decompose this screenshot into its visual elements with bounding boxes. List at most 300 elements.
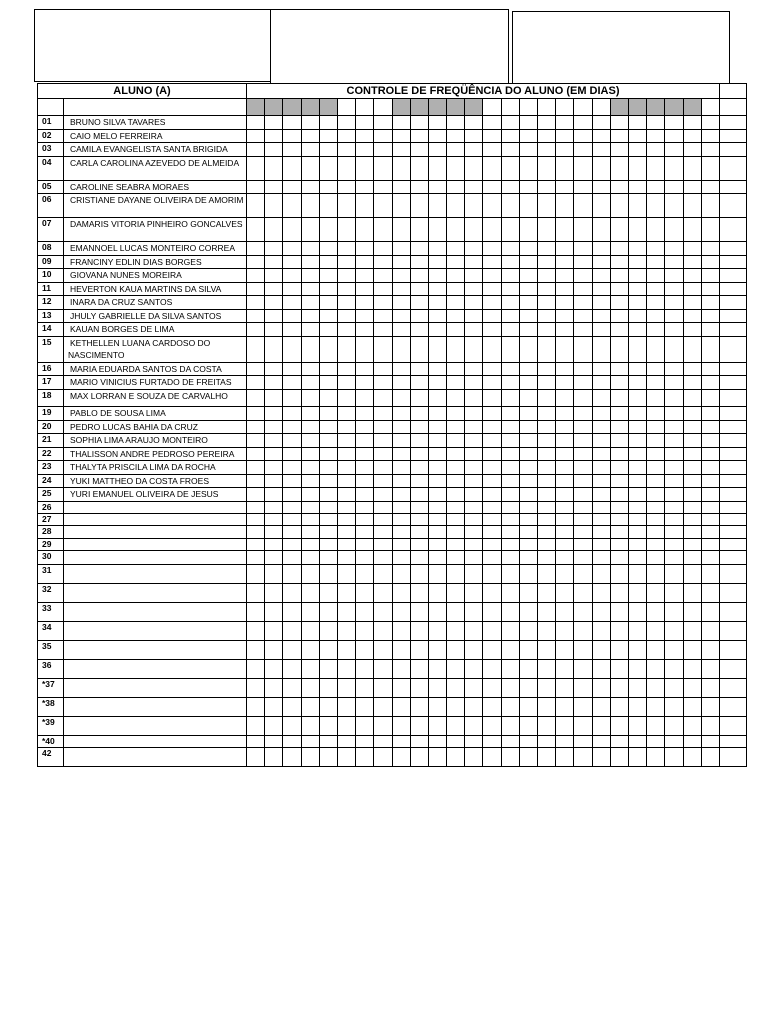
attendance-cell[interactable] [647, 269, 665, 283]
attendance-cell[interactable] [519, 748, 537, 767]
attendance-cell[interactable] [356, 129, 374, 143]
attendance-cell[interactable] [519, 538, 537, 550]
attendance-cell[interactable] [665, 362, 683, 376]
attendance-cell[interactable] [574, 407, 592, 421]
attendance-cell[interactable] [428, 129, 446, 143]
attendance-cell[interactable] [483, 282, 501, 296]
attendance-cell[interactable] [283, 736, 301, 748]
attendance-cell[interactable] [247, 447, 265, 461]
attendance-cell[interactable] [356, 362, 374, 376]
attendance-cell[interactable] [265, 420, 283, 434]
attendance-cell[interactable] [392, 242, 410, 256]
attendance-cell[interactable] [610, 269, 628, 283]
attendance-cell[interactable] [337, 736, 355, 748]
attendance-cell[interactable] [574, 194, 592, 218]
attendance-cell[interactable] [265, 717, 283, 736]
attendance-cell[interactable] [465, 362, 483, 376]
attendance-cell[interactable] [283, 362, 301, 376]
attendance-cell[interactable] [574, 143, 592, 157]
attendance-cell[interactable] [283, 116, 301, 130]
attendance-cell[interactable] [628, 156, 646, 180]
attendance-cell[interactable] [665, 309, 683, 323]
attendance-cell[interactable] [519, 390, 537, 407]
attendance-cell[interactable] [319, 156, 337, 180]
attendance-cell[interactable] [337, 180, 355, 194]
attendance-cell[interactable] [374, 461, 392, 475]
attendance-cell[interactable] [665, 461, 683, 475]
attendance-cell[interactable] [683, 323, 701, 337]
attendance-cell[interactable] [501, 269, 519, 283]
attendance-cell[interactable] [447, 488, 465, 502]
attendance-cell[interactable] [465, 551, 483, 565]
attendance-cell[interactable] [356, 565, 374, 584]
attendance-cell[interactable] [392, 390, 410, 407]
attendance-cell[interactable] [374, 323, 392, 337]
attendance-cell[interactable] [247, 584, 265, 603]
attendance-cell[interactable] [392, 362, 410, 376]
attendance-cell[interactable] [465, 488, 483, 502]
attendance-cell[interactable] [356, 603, 374, 622]
attendance-cell[interactable] [283, 622, 301, 641]
attendance-cell[interactable] [465, 538, 483, 550]
attendance-cell[interactable] [483, 323, 501, 337]
attendance-cell[interactable] [465, 434, 483, 448]
attendance-cell[interactable] [301, 420, 319, 434]
attendance-cell[interactable] [465, 116, 483, 130]
attendance-cell[interactable] [519, 622, 537, 641]
attendance-cell[interactable] [247, 194, 265, 218]
attendance-cell[interactable] [356, 282, 374, 296]
attendance-cell[interactable] [501, 698, 519, 717]
attendance-cell[interactable] [319, 622, 337, 641]
attendance-cell[interactable] [283, 156, 301, 180]
attendance-cell[interactable] [410, 461, 428, 475]
attendance-cell[interactable] [647, 323, 665, 337]
attendance-cell[interactable] [574, 474, 592, 488]
attendance-cell[interactable] [428, 420, 446, 434]
attendance-cell[interactable] [538, 376, 556, 390]
attendance-cell[interactable] [683, 565, 701, 584]
attendance-cell[interactable] [356, 488, 374, 502]
attendance-cell[interactable] [283, 565, 301, 584]
attendance-cell[interactable] [610, 488, 628, 502]
attendance-cell[interactable] [501, 501, 519, 513]
attendance-cell[interactable] [628, 513, 646, 525]
attendance-cell[interactable] [538, 407, 556, 421]
attendance-cell[interactable] [483, 194, 501, 218]
attendance-cell[interactable] [319, 461, 337, 475]
attendance-cell[interactable] [447, 461, 465, 475]
attendance-cell[interactable] [283, 538, 301, 550]
attendance-cell[interactable] [410, 362, 428, 376]
attendance-cell[interactable] [628, 296, 646, 310]
attendance-cell[interactable] [701, 336, 719, 362]
attendance-cell[interactable] [410, 194, 428, 218]
attendance-cell[interactable] [301, 501, 319, 513]
attendance-cell[interactable] [701, 194, 719, 218]
attendance-cell[interactable] [556, 129, 574, 143]
attendance-cell[interactable] [283, 255, 301, 269]
attendance-cell[interactable] [501, 376, 519, 390]
attendance-cell[interactable] [592, 488, 610, 502]
attendance-cell[interactable] [337, 407, 355, 421]
attendance-cell[interactable] [301, 622, 319, 641]
attendance-cell[interactable] [501, 679, 519, 698]
attendance-cell[interactable] [337, 603, 355, 622]
attendance-cell[interactable] [392, 603, 410, 622]
attendance-cell[interactable] [665, 194, 683, 218]
attendance-cell[interactable] [337, 218, 355, 242]
attendance-cell[interactable] [556, 143, 574, 157]
attendance-cell[interactable] [628, 282, 646, 296]
attendance-cell[interactable] [374, 679, 392, 698]
attendance-cell[interactable] [374, 513, 392, 525]
attendance-cell[interactable] [465, 447, 483, 461]
attendance-cell[interactable] [410, 407, 428, 421]
attendance-cell[interactable] [265, 180, 283, 194]
attendance-cell[interactable] [356, 447, 374, 461]
attendance-cell[interactable] [628, 218, 646, 242]
attendance-cell[interactable] [410, 390, 428, 407]
attendance-cell[interactable] [665, 129, 683, 143]
attendance-cell[interactable] [410, 660, 428, 679]
attendance-cell[interactable] [410, 748, 428, 767]
attendance-cell[interactable] [392, 269, 410, 283]
attendance-cell[interactable] [301, 584, 319, 603]
attendance-cell[interactable] [483, 717, 501, 736]
attendance-cell[interactable] [683, 336, 701, 362]
attendance-cell[interactable] [392, 194, 410, 218]
attendance-cell[interactable] [683, 736, 701, 748]
attendance-cell[interactable] [247, 538, 265, 550]
attendance-cell[interactable] [665, 282, 683, 296]
attendance-cell[interactable] [483, 362, 501, 376]
attendance-cell[interactable] [247, 296, 265, 310]
attendance-cell[interactable] [247, 641, 265, 660]
attendance-cell[interactable] [519, 116, 537, 130]
attendance-cell[interactable] [465, 129, 483, 143]
attendance-cell[interactable] [647, 461, 665, 475]
attendance-cell[interactable] [392, 180, 410, 194]
attendance-cell[interactable] [319, 255, 337, 269]
attendance-cell[interactable] [447, 565, 465, 584]
attendance-cell[interactable] [410, 736, 428, 748]
attendance-cell[interactable] [392, 513, 410, 525]
attendance-cell[interactable] [610, 622, 628, 641]
attendance-cell[interactable] [247, 376, 265, 390]
attendance-cell[interactable] [683, 447, 701, 461]
attendance-cell[interactable] [392, 218, 410, 242]
attendance-cell[interactable] [556, 282, 574, 296]
attendance-cell[interactable] [665, 538, 683, 550]
attendance-cell[interactable] [538, 296, 556, 310]
attendance-cell[interactable] [683, 488, 701, 502]
attendance-cell[interactable] [628, 242, 646, 256]
attendance-cell[interactable] [610, 434, 628, 448]
attendance-cell[interactable] [319, 551, 337, 565]
attendance-cell[interactable] [519, 143, 537, 157]
attendance-cell[interactable] [483, 748, 501, 767]
attendance-cell[interactable] [701, 129, 719, 143]
attendance-cell[interactable] [628, 538, 646, 550]
attendance-cell[interactable] [519, 180, 537, 194]
attendance-cell[interactable] [247, 255, 265, 269]
attendance-cell[interactable] [538, 622, 556, 641]
attendance-cell[interactable] [519, 660, 537, 679]
attendance-cell[interactable] [337, 376, 355, 390]
attendance-cell[interactable] [337, 309, 355, 323]
attendance-cell[interactable] [647, 551, 665, 565]
attendance-cell[interactable] [410, 565, 428, 584]
attendance-cell[interactable] [356, 218, 374, 242]
attendance-cell[interactable] [519, 447, 537, 461]
attendance-cell[interactable] [501, 641, 519, 660]
attendance-cell[interactable] [610, 194, 628, 218]
attendance-cell[interactable] [501, 180, 519, 194]
attendance-cell[interactable] [374, 376, 392, 390]
attendance-cell[interactable] [356, 641, 374, 660]
attendance-cell[interactable] [574, 538, 592, 550]
attendance-cell[interactable] [556, 474, 574, 488]
attendance-cell[interactable] [447, 603, 465, 622]
attendance-cell[interactable] [319, 116, 337, 130]
attendance-cell[interactable] [465, 565, 483, 584]
attendance-cell[interactable] [428, 641, 446, 660]
attendance-cell[interactable] [247, 434, 265, 448]
attendance-cell[interactable] [701, 323, 719, 337]
attendance-cell[interactable] [356, 390, 374, 407]
attendance-cell[interactable] [538, 513, 556, 525]
attendance-cell[interactable] [628, 116, 646, 130]
attendance-cell[interactable] [665, 242, 683, 256]
attendance-cell[interactable] [410, 447, 428, 461]
attendance-cell[interactable] [628, 736, 646, 748]
attendance-cell[interactable] [647, 603, 665, 622]
attendance-cell[interactable] [356, 255, 374, 269]
attendance-cell[interactable] [301, 717, 319, 736]
attendance-cell[interactable] [483, 407, 501, 421]
attendance-cell[interactable] [465, 143, 483, 157]
attendance-cell[interactable] [519, 501, 537, 513]
attendance-cell[interactable] [410, 717, 428, 736]
attendance-cell[interactable] [647, 242, 665, 256]
attendance-cell[interactable] [610, 143, 628, 157]
attendance-cell[interactable] [665, 748, 683, 767]
attendance-cell[interactable] [574, 420, 592, 434]
attendance-cell[interactable] [356, 336, 374, 362]
attendance-cell[interactable] [519, 420, 537, 434]
attendance-cell[interactable] [628, 269, 646, 283]
attendance-cell[interactable] [428, 474, 446, 488]
attendance-cell[interactable] [428, 717, 446, 736]
attendance-cell[interactable] [283, 390, 301, 407]
attendance-cell[interactable] [483, 309, 501, 323]
attendance-cell[interactable] [392, 407, 410, 421]
attendance-cell[interactable] [410, 156, 428, 180]
attendance-cell[interactable] [301, 660, 319, 679]
attendance-cell[interactable] [247, 698, 265, 717]
attendance-cell[interactable] [501, 282, 519, 296]
attendance-cell[interactable] [247, 336, 265, 362]
attendance-cell[interactable] [610, 296, 628, 310]
attendance-cell[interactable] [428, 407, 446, 421]
attendance-cell[interactable] [574, 603, 592, 622]
attendance-cell[interactable] [556, 194, 574, 218]
attendance-cell[interactable] [337, 323, 355, 337]
attendance-cell[interactable] [392, 143, 410, 157]
attendance-cell[interactable] [283, 551, 301, 565]
attendance-cell[interactable] [337, 513, 355, 525]
attendance-cell[interactable] [610, 180, 628, 194]
attendance-cell[interactable] [447, 513, 465, 525]
attendance-cell[interactable] [447, 447, 465, 461]
attendance-cell[interactable] [374, 180, 392, 194]
attendance-cell[interactable] [592, 474, 610, 488]
attendance-cell[interactable] [556, 641, 574, 660]
attendance-cell[interactable] [356, 660, 374, 679]
attendance-cell[interactable] [538, 461, 556, 475]
attendance-cell[interactable] [247, 407, 265, 421]
attendance-cell[interactable] [538, 336, 556, 362]
attendance-cell[interactable] [265, 538, 283, 550]
attendance-cell[interactable] [519, 513, 537, 525]
attendance-cell[interactable] [483, 501, 501, 513]
attendance-cell[interactable] [392, 474, 410, 488]
attendance-cell[interactable] [301, 336, 319, 362]
attendance-cell[interactable] [501, 156, 519, 180]
attendance-cell[interactable] [538, 143, 556, 157]
attendance-cell[interactable] [283, 309, 301, 323]
attendance-cell[interactable] [247, 748, 265, 767]
attendance-cell[interactable] [465, 390, 483, 407]
attendance-cell[interactable] [319, 538, 337, 550]
attendance-cell[interactable] [556, 180, 574, 194]
attendance-cell[interactable] [265, 156, 283, 180]
attendance-cell[interactable] [247, 551, 265, 565]
attendance-cell[interactable] [392, 156, 410, 180]
attendance-cell[interactable] [392, 420, 410, 434]
attendance-cell[interactable] [574, 488, 592, 502]
attendance-cell[interactable] [701, 156, 719, 180]
attendance-cell[interactable] [538, 156, 556, 180]
attendance-cell[interactable] [319, 420, 337, 434]
attendance-cell[interactable] [447, 362, 465, 376]
attendance-cell[interactable] [628, 603, 646, 622]
attendance-cell[interactable] [447, 129, 465, 143]
attendance-cell[interactable] [519, 736, 537, 748]
attendance-cell[interactable] [356, 538, 374, 550]
attendance-cell[interactable] [665, 736, 683, 748]
attendance-cell[interactable] [538, 679, 556, 698]
attendance-cell[interactable] [265, 434, 283, 448]
attendance-cell[interactable] [610, 376, 628, 390]
attendance-cell[interactable] [283, 698, 301, 717]
attendance-cell[interactable] [647, 282, 665, 296]
attendance-cell[interactable] [683, 584, 701, 603]
attendance-cell[interactable] [265, 679, 283, 698]
attendance-cell[interactable] [665, 551, 683, 565]
attendance-cell[interactable] [337, 679, 355, 698]
attendance-cell[interactable] [374, 641, 392, 660]
attendance-cell[interactable] [374, 584, 392, 603]
attendance-cell[interactable] [410, 323, 428, 337]
attendance-cell[interactable] [628, 698, 646, 717]
attendance-cell[interactable] [265, 407, 283, 421]
attendance-cell[interactable] [501, 461, 519, 475]
attendance-cell[interactable] [701, 376, 719, 390]
attendance-cell[interactable] [283, 282, 301, 296]
attendance-cell[interactable] [683, 242, 701, 256]
attendance-cell[interactable] [410, 218, 428, 242]
attendance-cell[interactable] [574, 323, 592, 337]
attendance-cell[interactable] [592, 447, 610, 461]
attendance-cell[interactable] [465, 461, 483, 475]
attendance-cell[interactable] [410, 551, 428, 565]
attendance-cell[interactable] [447, 698, 465, 717]
attendance-cell[interactable] [465, 420, 483, 434]
attendance-cell[interactable] [428, 362, 446, 376]
attendance-cell[interactable] [610, 242, 628, 256]
attendance-cell[interactable] [628, 143, 646, 157]
attendance-cell[interactable] [701, 603, 719, 622]
attendance-cell[interactable] [247, 717, 265, 736]
attendance-cell[interactable] [356, 143, 374, 157]
attendance-cell[interactable] [556, 501, 574, 513]
attendance-cell[interactable] [538, 501, 556, 513]
attendance-cell[interactable] [465, 641, 483, 660]
attendance-cell[interactable] [574, 296, 592, 310]
attendance-cell[interactable] [665, 434, 683, 448]
attendance-cell[interactable] [483, 736, 501, 748]
attendance-cell[interactable] [665, 584, 683, 603]
attendance-cell[interactable] [265, 269, 283, 283]
attendance-cell[interactable] [356, 474, 374, 488]
attendance-cell[interactable] [538, 420, 556, 434]
attendance-cell[interactable] [701, 526, 719, 538]
attendance-cell[interactable] [647, 679, 665, 698]
attendance-cell[interactable] [319, 717, 337, 736]
attendance-cell[interactable] [301, 390, 319, 407]
attendance-cell[interactable] [465, 242, 483, 256]
attendance-cell[interactable] [392, 584, 410, 603]
attendance-cell[interactable] [592, 407, 610, 421]
attendance-cell[interactable] [574, 434, 592, 448]
attendance-cell[interactable] [483, 390, 501, 407]
attendance-cell[interactable] [483, 641, 501, 660]
attendance-cell[interactable] [628, 461, 646, 475]
attendance-cell[interactable] [647, 376, 665, 390]
attendance-cell[interactable] [392, 309, 410, 323]
attendance-cell[interactable] [647, 526, 665, 538]
attendance-cell[interactable] [283, 584, 301, 603]
attendance-cell[interactable] [519, 282, 537, 296]
attendance-cell[interactable] [556, 336, 574, 362]
attendance-cell[interactable] [301, 461, 319, 475]
attendance-cell[interactable] [319, 660, 337, 679]
attendance-cell[interactable] [283, 679, 301, 698]
attendance-cell[interactable] [628, 180, 646, 194]
attendance-cell[interactable] [628, 526, 646, 538]
attendance-cell[interactable] [410, 180, 428, 194]
attendance-cell[interactable] [519, 156, 537, 180]
attendance-cell[interactable] [247, 309, 265, 323]
attendance-cell[interactable] [265, 255, 283, 269]
attendance-cell[interactable] [465, 269, 483, 283]
attendance-cell[interactable] [665, 565, 683, 584]
attendance-cell[interactable] [483, 551, 501, 565]
attendance-cell[interactable] [428, 551, 446, 565]
attendance-cell[interactable] [538, 698, 556, 717]
